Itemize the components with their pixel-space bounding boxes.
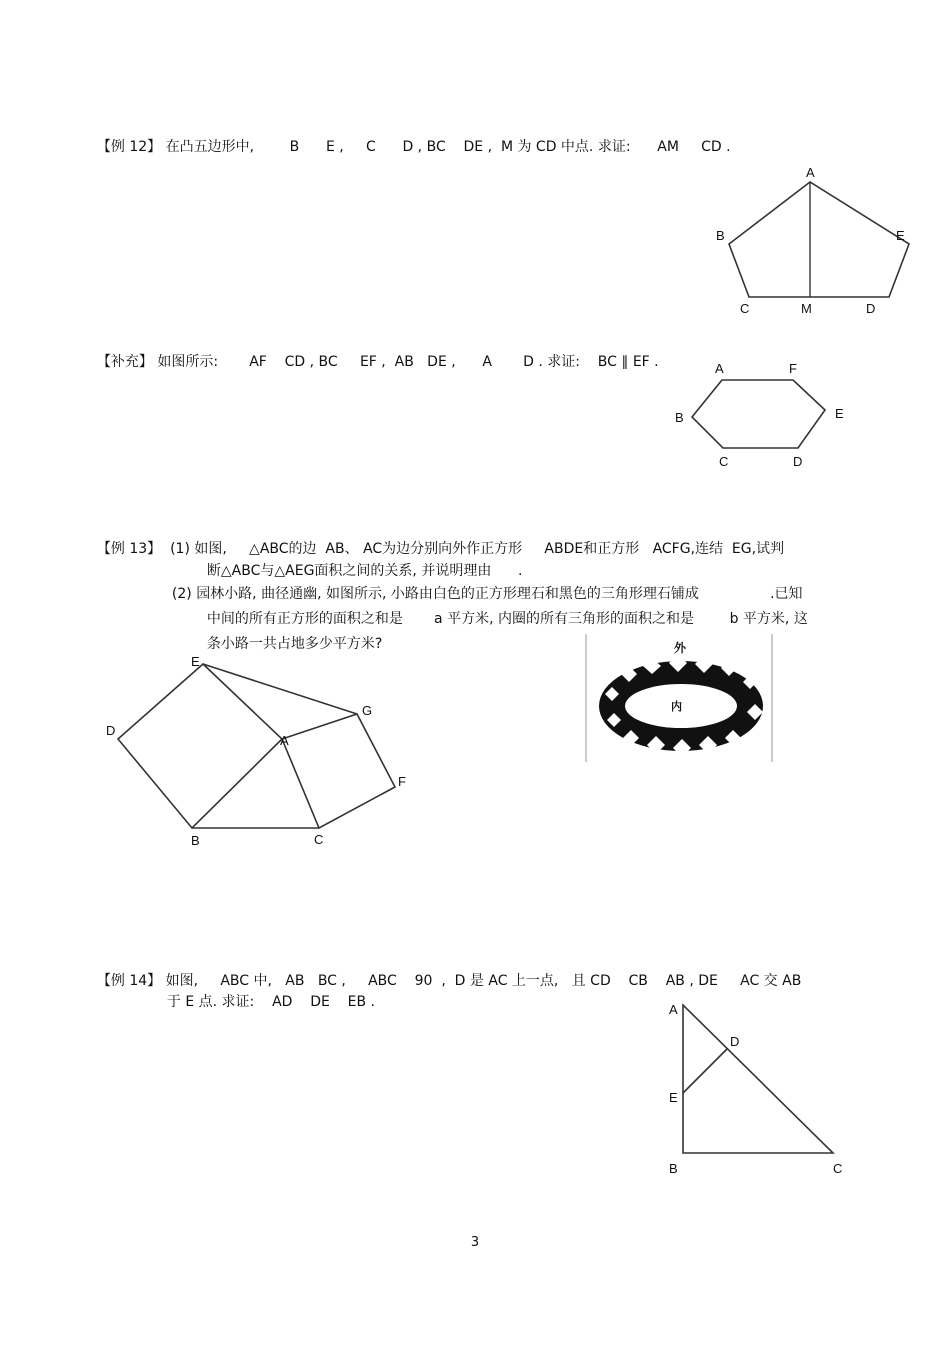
supplement-statement: 【补充】 如图所示: AF CD , BC EF , AB DE , A D . 求证: BC ∥ EF .	[96, 354, 659, 370]
hexagon-label-c: C	[719, 454, 729, 469]
hexagon-label-e: E	[835, 406, 844, 421]
squares-label-b: B	[191, 833, 200, 848]
segment-eg	[203, 664, 357, 714]
pentagon-label-a: A	[806, 165, 815, 180]
triangle-label-a: A	[669, 1002, 678, 1017]
example-14-statement: 【例 14】 如图, ABC 中, AB BC , ABC 90 , D 是 AC 上一点, 且 CD CB AB , DE AC 交 AB	[96, 973, 802, 989]
hexagon-label-b: B	[675, 410, 684, 425]
supplement-text	[88, 335, 659, 371]
example-14-line-2	[158, 975, 375, 1011]
example-12-text	[88, 120, 731, 156]
example-13-part1-text: 【例 13】 (1) 如图, △ABC的边 AB、 AC为边分别向外作正方形 ABDE和正方形 ACFG,连结 EG,试判	[96, 541, 785, 557]
garden-path-figure	[585, 634, 775, 764]
example-13-part2-given: 中间的所有正方形的面积之和是 a 平方米, 内圈的所有三角形的面积之和是 b 平方米, 这	[206, 611, 808, 627]
pentagon-label-e: E	[896, 228, 905, 243]
example-13-part1-question: 断△ABC与△AEG面积之间的关系, 并说明理由 .	[206, 563, 523, 579]
square-acfg	[282, 714, 395, 828]
squares-label-g: G	[362, 703, 373, 718]
squares-label-e: E	[191, 654, 200, 669]
pentagon-label-d: D	[866, 301, 876, 316]
squares-label-f: F	[398, 774, 406, 789]
pentagon-shape	[729, 182, 909, 297]
squares-label-c: C	[314, 832, 324, 847]
hexagon-label-f: F	[789, 361, 797, 376]
triangle-abc	[683, 1005, 833, 1153]
example-13-part2-text: (2) 园林小路, 曲径通幽, 如图所示, 小路由白色的正方形理石和黑色的三角形理石铺成 .已知	[171, 586, 803, 602]
example-13-line-5	[198, 617, 382, 653]
example-12-statement: 【例 12】 在凸五边形中, B E , C D , BC DE , M 为 CD 中点. 求证: AM CD .	[96, 139, 731, 155]
pentagon-label-m: M	[801, 301, 812, 316]
squares-label-d: D	[106, 723, 116, 738]
hexagon-label-d: D	[793, 454, 803, 469]
triangle-label-d: D	[730, 1034, 740, 1049]
square-abde	[118, 664, 282, 828]
pentagon-label-b: B	[716, 228, 725, 243]
path-label-inner: 内	[671, 701, 682, 713]
segment-de	[683, 1049, 727, 1093]
hexagon-figure	[670, 358, 860, 473]
hexagon-label-a: A	[715, 361, 724, 376]
pentagon-label-c: C	[740, 301, 750, 316]
path-label-outer: 外	[674, 641, 687, 655]
triangle-label-b: B	[669, 1161, 678, 1176]
example-13-part2-question: 条小路一共占地多少平方米?	[206, 636, 383, 652]
triangle-label-c: C	[833, 1161, 843, 1176]
triangle-label-e: E	[669, 1090, 678, 1105]
page-number: 3	[470, 1235, 480, 1250]
hexagon-shape	[692, 380, 825, 448]
squares-label-a: A	[280, 733, 289, 748]
example-14-question: 于 E 点. 求证: AD DE EB .	[166, 994, 376, 1010]
right-triangle-figure	[660, 995, 860, 1185]
squares-on-triangle-figure	[95, 650, 425, 855]
pentagon-figure	[700, 160, 920, 325]
